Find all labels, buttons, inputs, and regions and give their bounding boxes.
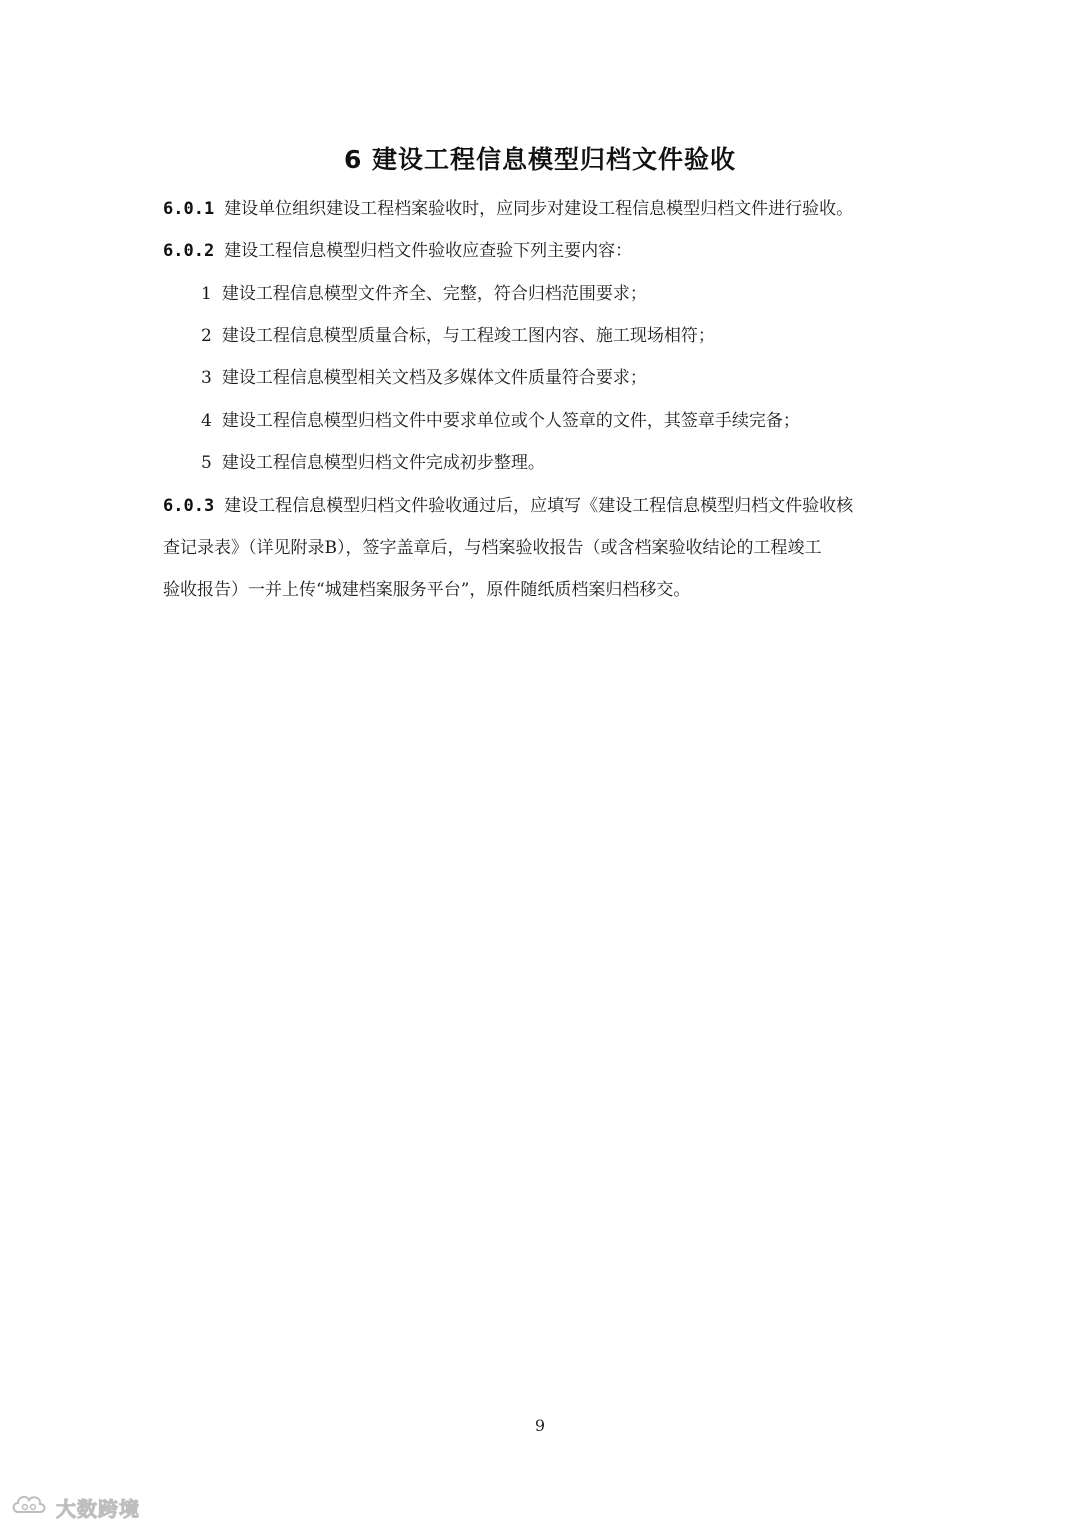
item-text: 建设工程信息模型质量合标，与工程竣工图内容、施工现场相符； (221, 326, 715, 346)
item-text: 建设工程信息模型归档文件中要求单位或个人签章的文件，其签章手续完备； (221, 411, 800, 431)
clause-text-continued: 验收报告）一并上传“城建档案服务平台”，原件随纸质档案归档移交。 (163, 580, 691, 600)
clause-6-0-2 (163, 239, 632, 263)
clause-number: 6.0.3 (163, 496, 215, 516)
item-number: 5 (201, 453, 212, 473)
clause-6-0-1 (163, 197, 853, 221)
list-item (201, 451, 545, 475)
item-text: 建设工程信息模型相关文档及多媒体文件质量符合要求； (221, 368, 647, 388)
clause-text: 建设工程信息模型归档文件验收应查验下列主要内容： (224, 241, 633, 261)
item-number: 4 (201, 411, 212, 431)
list-item (201, 282, 647, 306)
item-text: 建设工程信息模型文件齐全、完整，符合归档范围要求； (221, 284, 647, 304)
clause-text: 建设单位组织建设工程档案验收时，应同步对建设工程信息模型归档文件进行验收。 (224, 199, 854, 219)
clause-number: 6.0.1 (163, 199, 215, 219)
item-number: 3 (201, 368, 212, 388)
chapter-title: 6 建设工程信息模型归档文件验收 (343, 145, 737, 174)
item-number: 1 (201, 284, 212, 304)
item-number: 2 (201, 326, 212, 346)
watermark-text: 大数跨境 (56, 1496, 140, 1521)
clause-text-continued: 查记录表》（详见附录B），签字盖章后，与档案验收报告（或含档案验收结论的工程竣工 (163, 538, 822, 558)
list-item (201, 324, 715, 348)
clause-number: 6.0.2 (163, 241, 215, 261)
page-number: 9 (534, 1416, 546, 1435)
clause-6-0-3 (163, 494, 853, 518)
cloud-logo-icon (10, 1490, 50, 1524)
list-item (201, 409, 800, 433)
list-item (201, 366, 647, 390)
watermark (10, 1490, 140, 1524)
item-text: 建设工程信息模型归档文件完成初步整理。 (221, 453, 545, 473)
clause-text: 建设工程信息模型归档文件验收通过后，应填写《建设工程信息模型归档文件验收核 (224, 496, 854, 516)
